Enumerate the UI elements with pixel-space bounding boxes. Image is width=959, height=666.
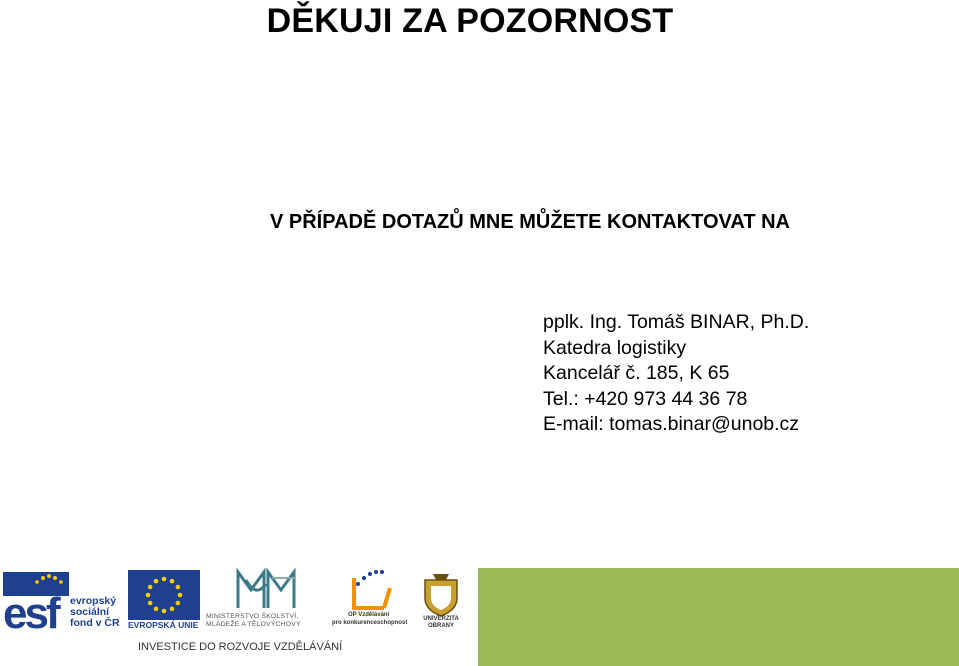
op-label-line1: OP Vzdělávání xyxy=(348,612,390,618)
eu-star xyxy=(162,577,167,582)
svg-text:esf: esf xyxy=(3,589,58,634)
op-label-line2: pro konkurenceschopnost xyxy=(332,619,408,626)
contact-office: Kancelář č. 185, K 65 xyxy=(543,362,730,384)
eu-star xyxy=(176,585,181,590)
contact-phone: Tel.: +420 973 44 36 78 xyxy=(543,387,748,410)
footer-logo-strip xyxy=(0,568,959,666)
eu-star xyxy=(162,609,167,614)
esf-label-line1: evropský xyxy=(70,595,117,607)
eu-star xyxy=(146,593,151,598)
eu-flag-icon xyxy=(128,570,200,620)
unob-label xyxy=(418,616,464,630)
eu-star xyxy=(154,579,159,584)
eu-star xyxy=(154,607,159,612)
eu-star xyxy=(170,579,175,584)
slide-subtitle: V PŘÍPADĚ DOTAZŮ MNE MŮŽETE KONTAKTOVAT NA xyxy=(270,211,790,233)
investice-tagline: INVESTICE DO ROZVOJE VZDĚLÁVÁNÍ xyxy=(138,641,343,653)
contact-block xyxy=(543,310,809,438)
eu-star xyxy=(148,601,153,606)
slide-title: DĚKUJI ZA POZORNOST xyxy=(266,2,674,40)
unob-label-line1: UNIVERZITA xyxy=(423,616,459,622)
eu-star xyxy=(170,607,175,612)
contact-name: pplk. Ing. Tomáš BINAR, Ph.D. xyxy=(543,311,810,333)
contact-email: E-mail: tomas.binar@unob.cz xyxy=(543,413,800,435)
msmt-label-line1: MINISTERSTVO ŠKOLSTVÍ, xyxy=(206,613,299,620)
msmt-label xyxy=(206,613,301,629)
esf-label-line3: fond v ČR xyxy=(70,617,120,629)
contact-department: Katedra logistiky xyxy=(543,336,687,359)
esf-label xyxy=(70,596,120,629)
eu-star xyxy=(148,585,153,590)
unob-label-line2: OBRANY xyxy=(427,623,454,629)
eu-star xyxy=(178,593,183,598)
eu-star xyxy=(176,601,181,606)
msmt-label-line2: MLÁDEŽE A TĚLOVÝCHOVY xyxy=(206,621,301,628)
eu-label: EVROPSKÁ UNIE xyxy=(128,620,199,630)
unob-crest-icon xyxy=(419,570,463,620)
esf-label-line2: sociální xyxy=(70,606,110,618)
footer-green-bar xyxy=(478,568,959,666)
op-label xyxy=(332,612,407,627)
